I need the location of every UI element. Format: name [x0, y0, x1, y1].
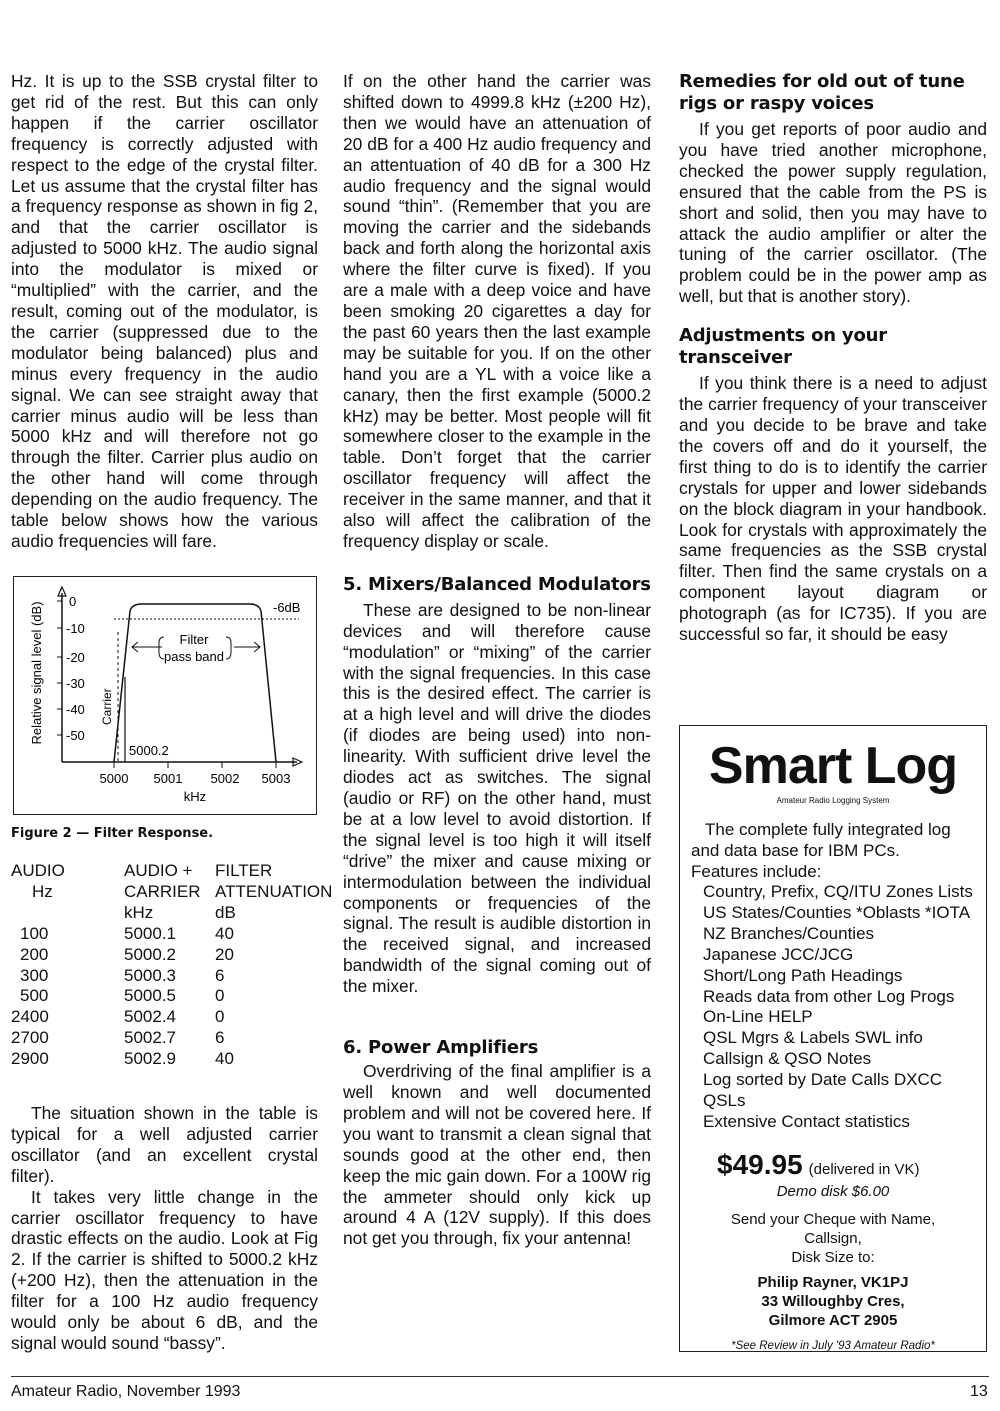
footer-rule — [11, 1376, 989, 1377]
paragraph: If you get reports of poor audio and you have tried another microphone, checked the power supply regulation, ensured that the cable from the PS is short and solid, then you may have to attack the audio amplifier or alter the tuning of the carrier oscillator. (The problem could be in the power amp as well, but that is another story). — [679, 119, 987, 307]
list-item: US States/Counties *Oblasts *IOTA — [703, 902, 971, 922]
table-row: 200 5000.2 20 — [20, 944, 234, 964]
paragraph: It takes very little change in the carrier oscillator frequency to have drastic effects on the audio. Look at Fig 2. If the carrier is shifted to 5000.2 kHz (+200 Hz), then the attenuation in the filter for a 100 Hz audio frequency would only be about 6 dB, and the signal would sound “bassy”. — [11, 1186, 318, 1353]
ad-feature-list — [680, 882, 986, 1133]
passband-label-line1: Filter — [179, 632, 209, 647]
section-heading-remedies: Remedies for old out of tune rigs or raspy voices — [679, 71, 965, 114]
ad-price-note: (delivered in VK) — [808, 1160, 920, 1178]
table-header-row — [11, 861, 332, 882]
page-number: 13 — [970, 1383, 988, 1400]
y-tick-label: -20 — [66, 650, 85, 665]
y-tick-label: -50 — [66, 728, 85, 743]
table-row: 100 5000.1 40 — [20, 923, 234, 943]
filter-response-graph — [14, 577, 315, 813]
list-item: Short/Long Path Headings — [703, 965, 903, 985]
ad-address: Philip Rayner, VK1PJ 33 Willoughby Cres, Gilmore ACT 2905 — [757, 1273, 909, 1329]
carrier-label: Carrier — [100, 688, 114, 725]
y-tick-label: -10 — [66, 621, 85, 636]
x-tick-label: 5003 — [261, 771, 291, 786]
header-audio-carrier: AUDIO + — [124, 861, 193, 880]
list-item: NZ Branches/Counties — [703, 923, 875, 943]
x-tick-label: 5002 — [210, 771, 240, 786]
column-middle — [343, 71, 651, 1249]
section-heading-mixers: 5. Mixers/Balanced Modulators — [343, 573, 651, 595]
ad-title: Smart Log — [708, 737, 958, 795]
smart-log-advertisement — [679, 725, 987, 1352]
carrier-frequency-label: 5000.2 — [129, 743, 169, 758]
paragraph: The situation shown in the table is typical for a well adjusted carrier oscillator (and an excellent crystal filter). — [11, 1103, 318, 1186]
section-heading-adjustments: Adjustments on your transceiver — [679, 325, 887, 369]
paragraph: These are designed to be non-linear devices and will therefore cause “modulation” or “mixing” of the carrier with the signal frequencies. In this case this is the desired effect. The carrier is at a high level and will drive the diodes (if diodes are being used) into non-linearity. With sufficient drive level the diodes act as switches. The signal (audio or RF) on the other hand, must be at a low level to avoid distortion. If the signal level is too high it will itself “drive” the mixer and cause mixing or intermodulation between the individual components or frequencies of the signal. The result is audible distortion in the received signal, and increased bandwidth of the signal coming out of the mixer. — [343, 599, 651, 997]
minus6-label: -6dB — [273, 600, 301, 615]
column-right — [679, 71, 987, 645]
attenuation-table — [11, 861, 332, 1070]
passband-label-line2: pass band — [164, 649, 224, 664]
passband-bracket-right — [226, 637, 231, 659]
paragraph: Overdriving of the final amplifier is a well known and well documented problem and will not be covered here. If you want to transmit a clean signal that sounds good at the other end, then keep the mic gain down. For a 100W rig the ammeter should only kick up around 4 A (12V supply). If this does not get you through, fix your antenna! — [343, 1061, 651, 1249]
ad-order-instructions: Send your Cheque with Name, Callsign, Disk Size to: — [730, 1210, 936, 1266]
table-row: 2700 5002.7 6 — [11, 1028, 225, 1048]
ad-price-line — [680, 1149, 986, 1181]
table-row: 2900 5002.9 40 — [11, 1049, 234, 1069]
figure-filter-response — [13, 576, 317, 815]
table-header-row — [11, 903, 332, 924]
y-tick-label: 0 — [69, 594, 77, 609]
ad-subtitle: Amateur Radio Logging System — [776, 796, 890, 805]
y-axis-label: Relative signal level (dB) — [29, 601, 44, 745]
table-row: 2400 5002.4 0 — [11, 1007, 225, 1027]
paragraph: If on the other hand the carrier was shifted down to 4999.8 kHz (±200 Hz), then we would have an attenuation of 20 dB for a 400 Hz audio frequency and an attentuation of 40 dB for a 300 Hz audio frequency and the signal would sound “thin”. (Remember that you are moving the carrier and the sidebands back and forth along the horizontal axis where the filter curve is fixed). If you are a male with a deep voice and have been smoking 20 cigarettes a day for the past 60 years then the last example may be suitable for you. If on the other hand you are a YL with a voice like a canary, then the first example (5000.2 kHz) may be better. Most people will fit somewhere closer to the example in the table. Don’t forget that the carrier oscillator frequency will affect the receiver in the same manner, and that it also will affect the calibration of the frequency display or scale. — [343, 71, 651, 551]
table-row: 300 5000.3 6 — [20, 965, 225, 985]
paragraph: If you think there is a need to adjust the carrier frequency of your transceiver and you decide to be brave and take the covers off and do it yourself, the first thing to do is to identify the carrier crystals for upper and lower sidebands on the block diagram in your handbook. Look for crystals with approximately the same frequencies as the SSB crystal filter. Then find the same crystals on a component layout diagram or photograph (as for IC735). If you are successful so far, it should be easy — [679, 373, 987, 645]
list-item: QSL Mgrs & Labels SWL info — [703, 1028, 923, 1048]
footer-publication: Amateur Radio, November 1993 — [11, 1383, 241, 1400]
list-item: Extensive Contact statistics — [703, 1111, 910, 1131]
ad-demo-disk: Demo disk $6.00 — [776, 1182, 890, 1200]
ad-price: $49.95 — [717, 1148, 803, 1180]
header-attenuation-unit: dB — [215, 902, 236, 922]
list-item: Log sorted by Date Calls DXCC — [703, 1070, 943, 1090]
y-tick-label: -40 — [66, 702, 85, 717]
section-heading-power-amplifiers: 6. Power Amplifiers — [343, 1037, 539, 1059]
header-carrier: CARRIER — [124, 881, 201, 901]
x-tick-label: 5000 — [99, 771, 129, 786]
header-attenuation: ATTENUATION — [215, 881, 333, 901]
header-audio-unit: Hz — [32, 881, 53, 901]
header-audio: AUDIO — [11, 861, 65, 880]
list-item: On-Line HELP — [703, 1007, 813, 1027]
header-filter: FILTER — [215, 861, 273, 880]
figure-caption: Figure 2 — Filter Response. — [11, 826, 214, 841]
list-item: Reads data from other Log Progs — [703, 986, 955, 1006]
table-row: 500 5000.5 0 — [20, 986, 225, 1006]
list-item: Japanese JCC/JCG — [703, 944, 854, 964]
list-item: QSLs — [703, 1091, 746, 1111]
x-tick-label: 5001 — [153, 771, 183, 786]
list-item: Country, Prefix, CQ/ITU Zones Lists — [703, 882, 973, 901]
y-tick-label: -30 — [66, 676, 85, 691]
ad-intro: The complete fully integrated log and data base for IBM PCs. Features include: — [691, 820, 951, 881]
x-axis-unit: kHz — [183, 789, 207, 804]
ad-review-note: *See Review in July '93 Amateur Radio* — [731, 1339, 935, 1352]
list-item: Callsign & QSO Notes — [703, 1049, 872, 1069]
header-carrier-unit: kHz — [124, 902, 154, 922]
column-left-lower — [11, 1103, 318, 1354]
table-header-row — [11, 882, 332, 903]
filter-curve — [114, 604, 276, 762]
column-left — [11, 71, 318, 552]
paragraph: Hz. It is up to the SSB crystal filter to get rid of the rest. But this can only happen if the carrier oscillator frequency is correctly adjusted with respect to the edge of the crystal filter. Let us assume that the crystal filter has a frequency response as shown in fig 2, and that the carrier oscillator is adjusted to 5000 kHz. The audio signal into the modulator is mixed or “multiplied” with the carrier, and the result, coming out of the modulator, is the carrier (suppressed due to the modulator being balanced) plus and minus every frequency in the audio signal. We can see straight away that carrier minus audio will be less than 5000 kHz and will therefore not go through the filter. Carrier plus audio on the other hand will come through depending on the audio frequency. The table below shows how the various audio frequencies will fare. — [11, 71, 318, 551]
